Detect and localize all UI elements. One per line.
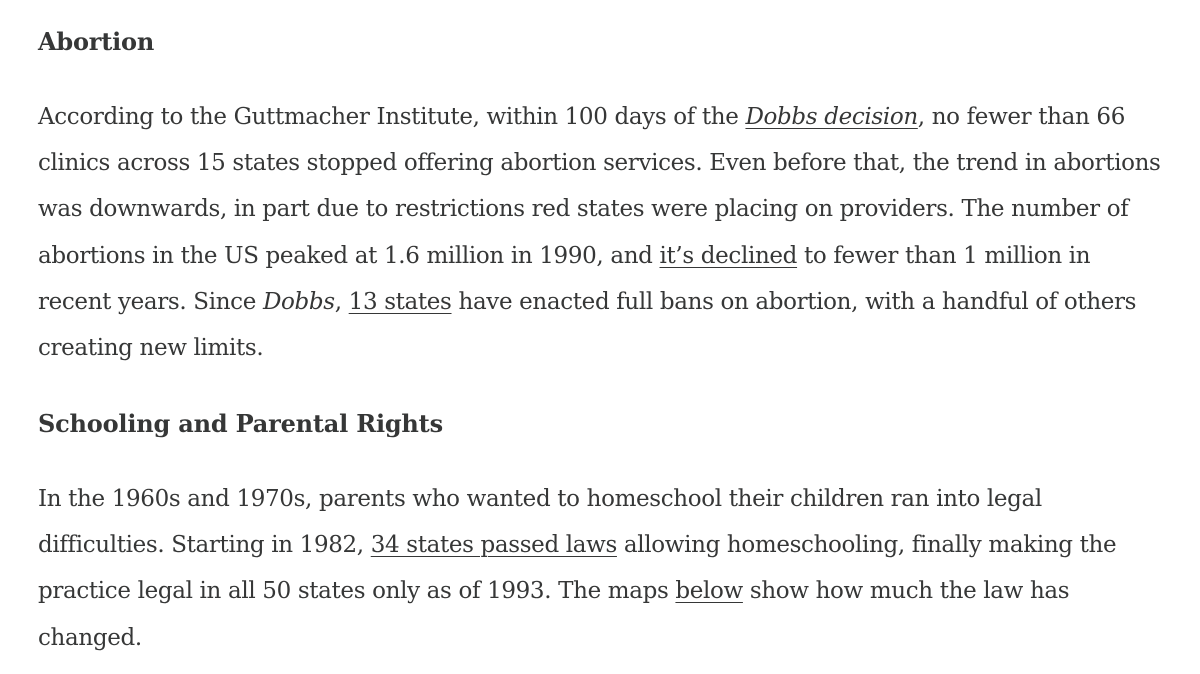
text-span: , no fewer than 66 clinics across 15 states stopped offering abortion services. Even before that, the trend in abortions was downwards, in part due to restrictions red states were placing on providers. The number of abortions in the US peaked at 1.6 million in 1990, and xyxy=(38,104,1161,269)
paragraph-abortion xyxy=(38,94,1162,371)
link-dobbs-decision-text: Dobbs decision xyxy=(745,104,918,130)
text-span: , xyxy=(334,288,349,315)
link-its-declined[interactable]: it’s declined xyxy=(659,242,798,269)
section-heading-abortion: Abortion xyxy=(38,27,155,56)
text-span: In the 1960s and 1970s, parents who wanted to homeschool their children ran into legal difficulties. Starting in 1982, xyxy=(38,486,1042,559)
emphasis-dobbs: Dobbs xyxy=(262,288,335,315)
paragraph-schooling xyxy=(38,476,1162,661)
text-span: to fewer than 1 million in recent years. Since xyxy=(38,242,1091,315)
link-34-states-passed-laws[interactable]: 34 states passed laws xyxy=(370,532,617,559)
text-span: show how much the law has changed. xyxy=(38,578,1070,651)
link-13-states[interactable]: 13 states xyxy=(348,288,452,315)
text-span: According to the Guttmacher Institute, within 100 days of the xyxy=(38,104,746,130)
section-heading-schooling: Schooling and Parental Rights xyxy=(38,409,443,438)
text-span: have enacted full bans on abortion, with a handful of others creating new limits. xyxy=(38,288,1137,362)
text-span: allowing homeschooling, finally making the practice legal in all 50 states only as of 1993. The maps xyxy=(38,532,1117,605)
link-below[interactable]: below xyxy=(675,578,743,605)
link-dobbs-decision[interactable] xyxy=(745,104,917,130)
